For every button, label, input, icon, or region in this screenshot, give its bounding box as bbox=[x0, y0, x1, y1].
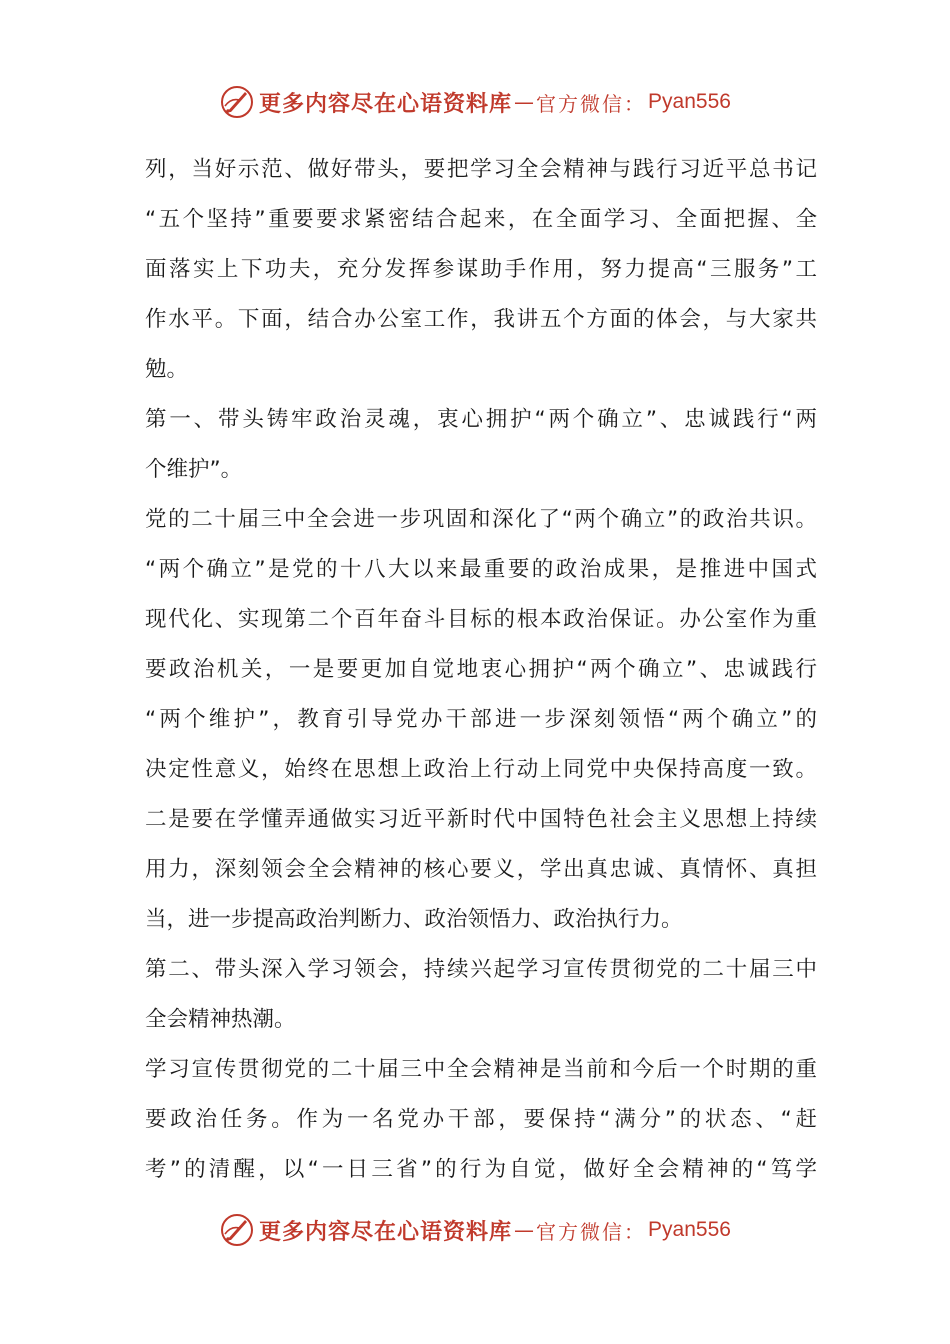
header-watermark bbox=[0, 80, 950, 124]
quill-logo-icon bbox=[219, 1212, 255, 1248]
body-line: “两个确立”是党的十八大以来最重要的政治成果，是推进中国式 bbox=[145, 557, 817, 582]
body-line: “五个坚持”重要要求紧密结合起来，在全面学习、全面把握、全 bbox=[145, 207, 817, 232]
footer-separator: — bbox=[514, 1218, 535, 1242]
section-heading-line: 第二、带头深入学习领会，持续兴起学习宣传贯彻党的二十届三中 bbox=[145, 957, 817, 982]
body-line: 用力，深刻领会全会精神的核心要义，学出真忠诚、真情怀、真担 bbox=[145, 857, 817, 882]
header-separator: — bbox=[514, 90, 535, 114]
section-heading-line: 个维护”。 bbox=[145, 457, 243, 482]
body-line: “两个维护”，教育引导党办干部进一步深刻领悟“两个确立”的 bbox=[145, 707, 817, 732]
footer-watermark bbox=[0, 1208, 950, 1252]
header-wechat-account: Pyan556 bbox=[648, 90, 731, 113]
body-line: 决定性意义，始终在思想上政治上行动上同党中央保持高度一致。 bbox=[145, 757, 817, 782]
quill-logo-icon bbox=[219, 84, 255, 120]
header-brand: 更多内容尽在心语资料库 bbox=[259, 90, 513, 117]
body-line: 考”的清醒，以“一日三省”的行为自觉，做好全会精神的“笃学 bbox=[145, 1157, 817, 1182]
body-line: 要政治机关，一是要更加自觉地衷心拥护“两个确立”、忠诚践行 bbox=[145, 657, 817, 682]
body-line: 勉。 bbox=[145, 357, 189, 382]
footer-wechat-label: 官方微信： bbox=[536, 1219, 647, 1244]
body-line: 要政治任务。作为一名党办干部，要保持“满分”的状态、“赶 bbox=[145, 1107, 817, 1132]
section-heading-line: 全会精神热潮。 bbox=[145, 1007, 296, 1032]
body-line: 当，进一步提高政治判断力、政治领悟力、政治执行力。 bbox=[145, 907, 683, 932]
body-line: 二是要在学懂弄通做实习近平新时代中国特色社会主义思想上持续 bbox=[145, 807, 817, 832]
body-line: 列，当好示范、做好带头，要把学习全会精神与践行习近平总书记 bbox=[145, 157, 817, 182]
footer-wechat-account: Pyan556 bbox=[648, 1218, 731, 1241]
footer-brand: 更多内容尽在心语资料库 bbox=[259, 1218, 513, 1245]
body-line: 现代化、实现第二个百年奋斗目标的根本政治保证。办公室作为重 bbox=[145, 607, 817, 632]
body-line: 党的二十届三中全会进一步巩固和深化了“两个确立”的政治共识。 bbox=[145, 507, 817, 532]
body-line: 学习宣传贯彻党的二十届三中全会精神是当前和今后一个时期的重 bbox=[145, 1057, 817, 1082]
document-body bbox=[145, 145, 817, 1195]
body-line: 面落实上下功夫，充分发挥参谋助手作用，努力提高“三服务”工 bbox=[145, 257, 817, 282]
section-heading-line: 第一、带头铸牢政治灵魂，衷心拥护“两个确立”、忠诚践行“两 bbox=[145, 407, 817, 432]
body-line: 作水平。下面，结合办公室工作，我讲五个方面的体会，与大家共 bbox=[145, 307, 817, 332]
header-wechat-label: 官方微信： bbox=[536, 91, 647, 116]
